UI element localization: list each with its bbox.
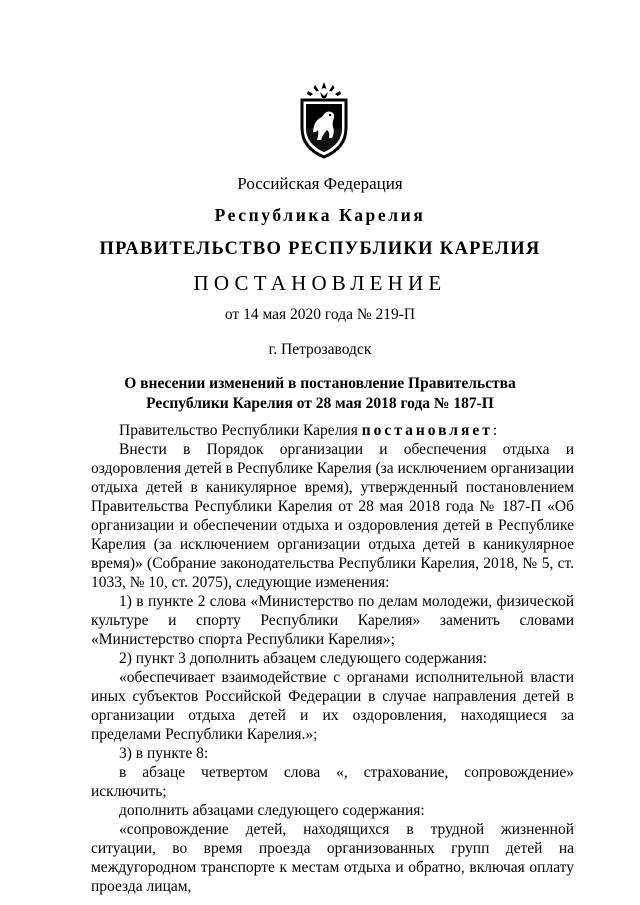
country-name: Российская Федерация [237, 174, 403, 193]
preamble-text: Правительство Республики Карелия [119, 422, 362, 439]
document-city: г. Петрозаводск [268, 341, 372, 358]
paragraph-item-2-text: «обеспечивает взаимодействие с органами исполнительной власти иных субъектов Российской Федерации в случае направления детей в организации отдыха детей и их оздоровления, находящиеся за пределами Республики Карелия.»; [91, 669, 574, 743]
paragraph-item-3: 3) в пункте 8: [119, 745, 209, 762]
preamble-colon: : [492, 422, 498, 439]
paragraph-preamble [91, 421, 574, 440]
paragraph-amend: Внести в Порядок организации и обеспечения отдыха и оздоровления детей в Республике Карелия (за исключением организации отдыха детей в каникулярное время), утвержденный постановлением Правительства Республики Карелия от 28 мая 2018 года № 187-П «Об организации и обеспечении отдыха и оздоровления детей в Республике Карелия (за исключением организации отдыха детей в каникулярное время)» (Собрание законодательства Республики Карелия, 2018, № 5, ст. 1033, № 10, ст. 2075), следующие изменения: [91, 441, 574, 591]
paragraph-item-3-c: «сопровождение детей, находящихся в трудной жизненной ситуации, во время проезда организованных групп детей на междугородном транспорте к местам отдыха и обратно, включая оплату проезда лицам, [91, 821, 574, 895]
paragraph-item-3-b: дополнить абзацами следующего содержания: [119, 802, 425, 819]
paragraph-item-3-a: в абзаце четвертом слова «, страхование, сопровождение» исключить; [91, 764, 574, 800]
coat-of-arms-icon [296, 80, 352, 160]
paragraph-item-2: 2) пункт 3 дополнить абзацем следующего содержания: [119, 650, 488, 667]
subject-line-2: Республики Карелия от 28 мая 2018 года № 187-П [146, 395, 494, 412]
document-type: ПОСТАНОВЛЕНИЕ [193, 271, 447, 295]
document-subject [0, 374, 640, 414]
document-body [91, 421, 574, 896]
government-title: ПРАВИТЕЛЬСТВО РЕСПУБЛИКИ КАРЕЛИЯ [99, 239, 541, 259]
decree-verb: постановляет [361, 422, 493, 439]
subject-line-1: О внесении изменений в постановление Правительства [124, 375, 516, 392]
document-date: от 14 мая 2020 года № 219-П [224, 306, 416, 323]
paragraph-item-1: 1) в пункте 2 слова «Министерство по делам молодежи, физической культуре и спорту Республики Карелия» заменить словами «Министерство спорта Республики Карелия»; [91, 593, 574, 648]
republic-name: Республика Карелия [214, 205, 426, 225]
